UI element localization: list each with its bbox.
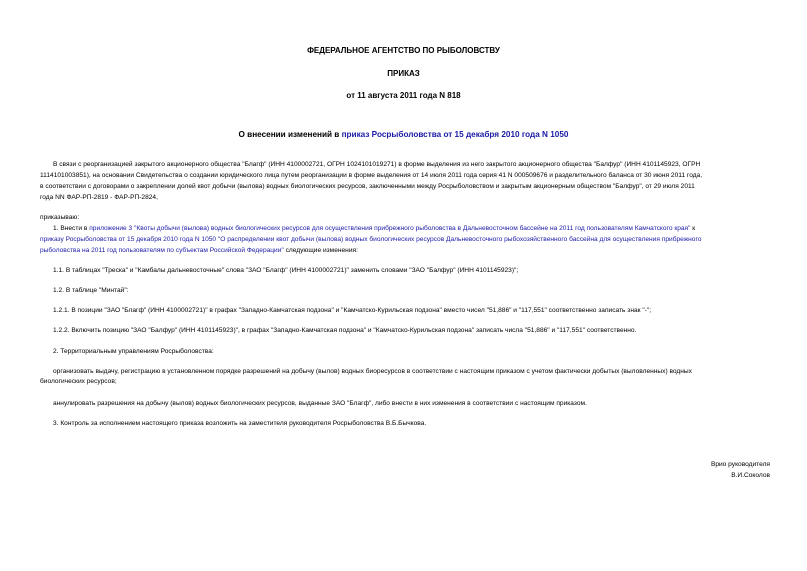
appendix-link[interactable]: приложение 3 "Квоты добычи (вылова) водных биологических ресурсов для осуществления прибрежного рыболовства в Дальневосточном бассейне на 2011 год пользователям Камчатского края" <box>89 225 691 232</box>
item1-post: следующие изменения: <box>283 247 358 254</box>
signature-position: Врио руководителя <box>710 461 770 468</box>
item-2: 2. Территориальным управлениям Росрыболовства: <box>53 348 214 355</box>
item-2-b: аннулировать разрешения на добычу (вылов) водных биологических ресурсов, выданные ЗАО "Благф", либо внести в них изменения в соответствии с настоящим приказом. <box>53 400 587 407</box>
order-link-end[interactable]: рыболовства на 2011 год пользователям по субъектам Российской Федерации" <box>40 247 284 254</box>
doc-title <box>0 130 807 139</box>
item-2-a-cont: биологических ресурсов; <box>40 378 117 385</box>
doc-date: от 11 августа 2011 года N 818 <box>346 91 461 100</box>
doc-type: ПРИКАЗ <box>387 69 420 78</box>
agency-name: ФЕДЕРАЛЬНОЕ АГЕНТСТВО ПО РЫБОЛОВСТВУ <box>307 46 500 55</box>
item-3: 3. Контроль за исполнением настоящего приказа возложить на заместителя руководителя Росрыболовства В.Б.Бычкова. <box>53 420 427 427</box>
preamble-line: года NN ФАР-РП-2819 - ФАР-РП-2824, <box>40 194 158 201</box>
preamble-line: в соответствии с договорами о закреплении долей квот добычи (вылова) водных биологических ресурсов, заключенными между Росрыболовством и закрытым акционерным обществом "Балфур", от 29 июля 2011 <box>40 183 695 190</box>
item1-mid: к <box>690 225 696 232</box>
item-2-a: организовать выдачу, регистрацию в установленном порядке разрешений на добычу (вылов) водных биоресурсов в соответствии с настоящим приказом с учетом фактически добытых (выловленных) водных <box>53 368 692 375</box>
title-prefix: О внесении изменений в <box>238 130 342 139</box>
signature-name: В.И.Соколов <box>731 472 770 479</box>
preamble-line: 1114101003851), на основании Свидетельства о создании юридического лица путем реорганизации в форме выделения от 14 июля 2011 года серия 41 N 000509676 и разделительного баланса от 30 июня 2011 года, <box>40 172 703 179</box>
item1-prefix: 1. Внести в <box>53 225 90 232</box>
item-1-1: 1.1. В таблицах "Треска" и "Камбалы дальневосточные" слова "ЗАО "Благф" (ИНН 4100002721)" заменить словами "ЗАО "Балфур" (ИНН 4101145923)"; <box>53 267 519 274</box>
title-link[interactable]: приказ Росрыболовства от 15 декабря 2010 года N 1050 <box>341 130 569 139</box>
order-word: приказываю: <box>40 214 80 221</box>
order-link-line[interactable]: приказу Росрыболовства от 15 декабря 2010 года N 1050 "О распределении квот добычи (вылова) водных биологических ресурсов Дальневосточного рыбохозяйственного бассейна для осуществления прибрежного <box>40 236 702 243</box>
item-1-2-1: 1.2.1. В позиции "ЗАО "Благф" (ИНН 4100002721)" в графах "Западно-Камчатская подзона" и "Камчатско-Курильская подзона" вместо чисел "51,886" и "117,551" соответственно записать знак "-"; <box>53 307 652 314</box>
preamble-line: В связи с реорганизацией закрытого акционерного общества "Благф" (ИНН 4100002721, ОГРН 1024101019271) в форме выделения из него закрытого акционерного общества "Балфур" (ИНН 4101145923, ОГРН <box>53 161 701 168</box>
item1-line <box>53 224 695 234</box>
item1-line-end <box>40 246 358 256</box>
item-1-2: 1.2. В таблице "Минтай": <box>53 287 129 294</box>
item-1-2-2: 1.2.2. Включить позицию "ЗАО "Балфур" (ИНН 4101145923)", в графах "Западно-Камчатская подзона" и "Камчатско-Курильская подзона" записать числа "51,886" и "117,551" соответственно. <box>53 327 637 334</box>
